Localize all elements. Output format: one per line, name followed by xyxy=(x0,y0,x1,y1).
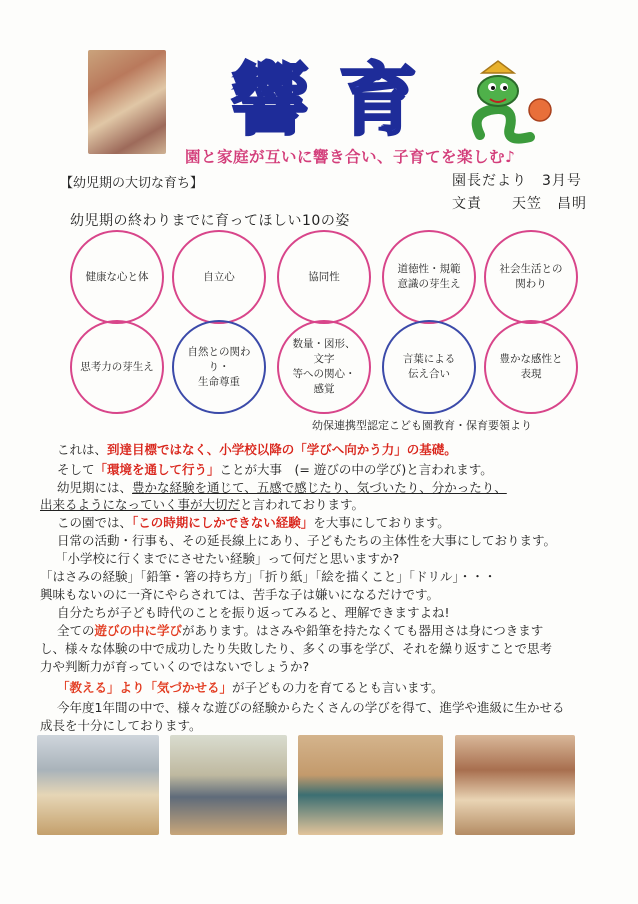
circle-3 xyxy=(277,230,371,324)
body-line-12: し、様々な体験の中で成功したり失敗したり、多くの事を学び、それを繰り返すことで思考 xyxy=(40,641,553,656)
circle-1 xyxy=(70,230,164,324)
circle-label-line: 伝え合い xyxy=(408,368,450,380)
activity-photo-3 xyxy=(298,735,443,835)
body-line-9: 興味もないのに一斉にやらされては、苦手な子は嫌いになるだけです。 xyxy=(40,587,440,602)
circle-label-line: 豊かな感性と xyxy=(499,353,563,365)
section-label: 【幼児期の大切な育ち】 xyxy=(60,176,204,191)
circle-label: 協同性 xyxy=(308,270,340,283)
text: そして xyxy=(57,462,95,477)
body-line-1 xyxy=(57,442,457,458)
body-line-16: 成長を十分にしております。 xyxy=(40,718,202,733)
circle-4 xyxy=(382,230,476,324)
circles-heading: 幼児期の終わりまでに育ってほしい10の姿 xyxy=(70,213,350,229)
circle-label xyxy=(488,352,575,382)
body-line-10: 自分たちが子ども時代のことを振り返ってみると、理解できますよね! xyxy=(57,605,450,620)
text: この園では、 xyxy=(57,515,133,530)
circle-label xyxy=(386,262,473,292)
body-line-4 xyxy=(40,497,364,513)
circle-2 xyxy=(172,230,266,324)
emphasis: 遊びの中に学び xyxy=(94,623,183,638)
body-line-5 xyxy=(57,515,450,531)
circle-label xyxy=(174,345,264,390)
newsletter-issue: 園長だより 3月号 xyxy=(452,173,582,189)
slogan: 園と家庭が互いに響き合い、子育てを楽しむ♪ xyxy=(185,148,516,166)
circle-label xyxy=(488,262,575,292)
circle-label-line: 表現 xyxy=(520,368,542,380)
snake-mascot-icon xyxy=(460,55,555,147)
underlined-text: 出来るようになっていく事が大切だ xyxy=(40,497,241,512)
circle-label xyxy=(279,337,369,397)
header-photo xyxy=(88,50,166,154)
underlined-text: 豊かな経験を通じて、五感で感じたり、気づいたり、分かったり、 xyxy=(132,480,507,495)
circle-label-line: 数量・図形、文字 xyxy=(292,338,356,365)
emphasis: 到達目標ではなく、小学校以降の「学びへ向かう力」の基礎。 xyxy=(107,442,457,457)
title-char-2: 育 xyxy=(339,56,420,146)
text: 全ての xyxy=(57,623,95,638)
body-line-15: 今年度1年間の中で、様々な遊びの経験からたくさんの学びを得て、進学や進級に生かせる xyxy=(57,700,565,715)
circle-label-line: 社会生活との xyxy=(499,263,563,275)
circle-label-line: 意識の芽生え xyxy=(397,278,461,290)
circle-5 xyxy=(484,230,578,324)
body-line-6: 日常の活動・行事も、その延長線上にあり、子どもたちの主体性を大事にしております。 xyxy=(57,533,557,548)
text: を大事にしております。 xyxy=(313,515,450,530)
emphasis: 「この時期にしかできない経験」 xyxy=(132,515,314,530)
body-line-7: 「小学校に行くまでにさせたい経験」って何だと思いますか? xyxy=(55,551,400,566)
body-line-11 xyxy=(57,623,543,639)
title-char-1: 響 xyxy=(230,56,311,146)
body-line-2 xyxy=(57,462,493,478)
text: ことが大事 (= 遊びの中の学び)と言われます。 xyxy=(219,462,493,477)
author: 文責 天笠 昌明 xyxy=(452,196,587,212)
circle-label xyxy=(391,352,468,382)
circle-8 xyxy=(277,320,371,414)
body-line-14 xyxy=(57,680,444,696)
text: があります。はさみや鉛筆を持たなくても器用さは身につきます xyxy=(182,623,544,638)
circle-label-line: 等への関心・感覚 xyxy=(292,368,356,395)
text: が子どもの力を育てるとも言います。 xyxy=(232,680,444,695)
activity-photo-2 xyxy=(170,735,287,835)
circle-label-line: 自然との関わり・ xyxy=(187,345,251,373)
circle-label-line: 生命尊重 xyxy=(198,375,240,388)
circle-label-line: 道徳性・規範 xyxy=(397,263,461,275)
emphasis: 「教える」より「気づかせる」 xyxy=(57,680,233,695)
circle-label: 自立心 xyxy=(203,270,235,283)
circle-label-line: 言葉による xyxy=(402,353,456,365)
circle-10 xyxy=(484,320,578,414)
circle-9 xyxy=(382,320,476,414)
body-line-13: 力や判断力が育っていくのではないでしょうか? xyxy=(40,659,310,674)
text: 幼児期には、 xyxy=(57,480,133,495)
activity-photo-1 xyxy=(37,735,159,835)
circle-7 xyxy=(172,320,266,414)
body-line-8: 「はさみの経験」「鉛筆・箸の持ち方」「折り紙」「絵を描くこと」「ドリル」・・・ xyxy=(40,569,497,584)
circle-label: 思考力の芽生え xyxy=(80,360,154,373)
source-note: 幼保連携型認定こども園教育・保育要領より xyxy=(312,419,532,432)
text: と言われております。 xyxy=(240,497,365,512)
emphasis: 「環境を通して行う」 xyxy=(94,462,220,477)
circle-6 xyxy=(70,320,164,414)
body-line-3 xyxy=(57,480,507,496)
page-title xyxy=(215,55,435,150)
activity-photo-4 xyxy=(455,735,575,835)
circle-label-line: 関わり xyxy=(515,278,547,290)
text: これは、 xyxy=(57,442,108,457)
circle-label: 健康な心と体 xyxy=(85,270,149,283)
